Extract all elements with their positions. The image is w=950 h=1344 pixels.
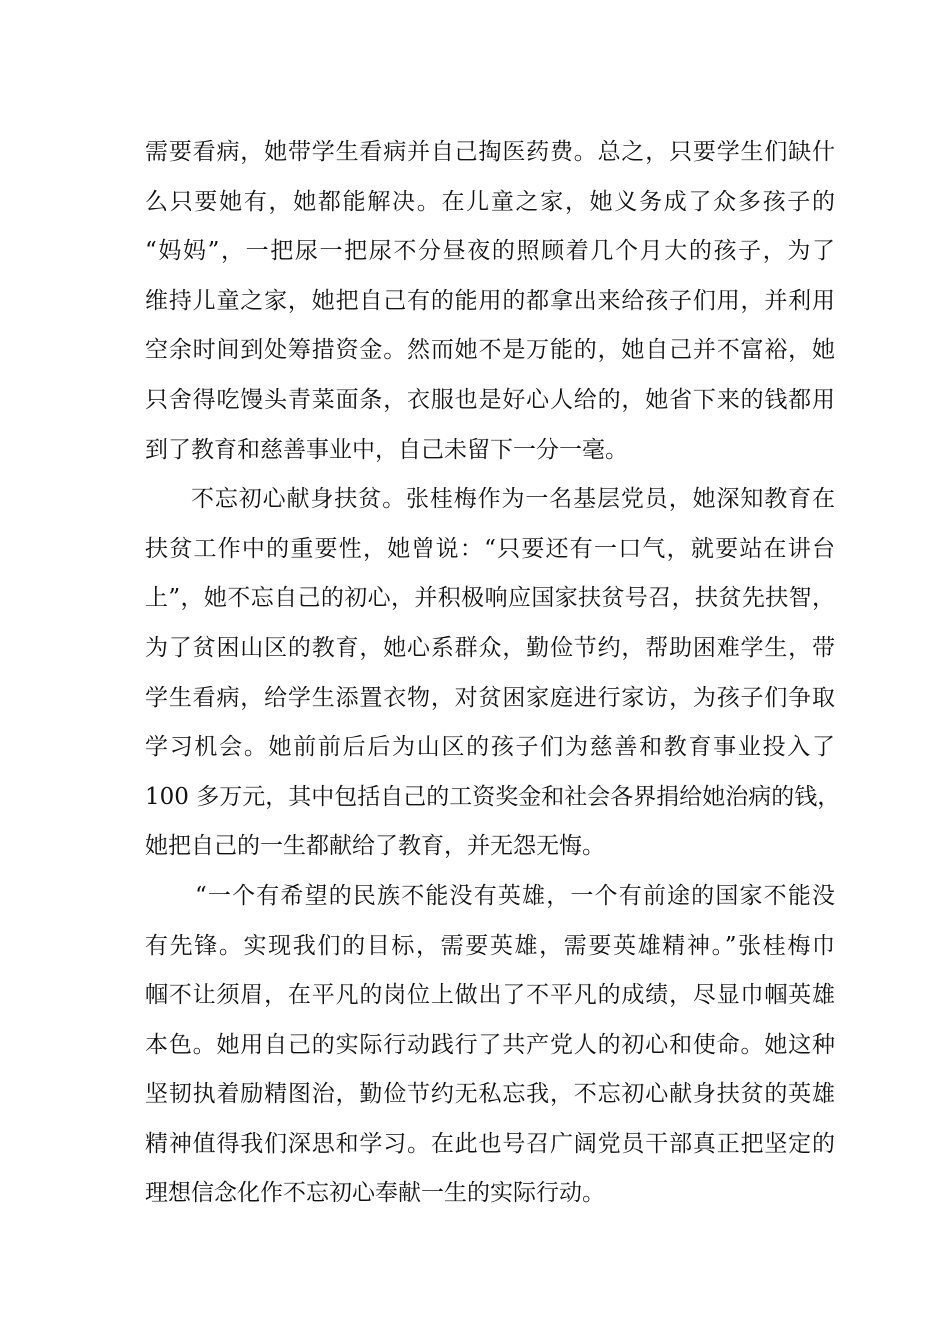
text-line: 学习机会。她前前后后为山区的孩子们为慈善和教育事业投入了 (145, 734, 835, 761)
text-line: 为了贫困山区的教育，她心系群众，勤俭节约，帮助困难学生，带 (145, 634, 835, 661)
text-line: 到了教育和慈善事业中，自己未留下一分一毫。 (145, 436, 628, 463)
paragraph-2 (145, 475, 841, 872)
text-line: “妈妈”，一把尿一把尿不分昼夜的照顾着几个月大的孩子，为了 (145, 238, 835, 265)
text-line: 么只要她有，她都能解决。在儿童之家，她义务成了众多孩子的 (145, 188, 835, 215)
text-line: 扶贫工作中的重要性，她曾说：“只要还有一口气，就要站在讲台 (145, 535, 835, 562)
text-line: 学生看病，给学生添置衣物，对贫困家庭进行家访，为孩子们争取 (145, 684, 835, 711)
text-line: “一个有希望的民族不能没有英雄，一个有前途的国家不能没 (195, 882, 835, 909)
text-line: 本色。她用自己的实际行动践行了共产党人的初心和使命。她这种 (145, 1031, 835, 1058)
text-line: 精神值得我们深思和学习。在此也号召广阔党员干部真正把坚定的 (145, 1130, 835, 1157)
text-line: 只舍得吃馒头青菜面条，衣服也是好心人给的，她省下来的钱都用 (145, 386, 835, 413)
text-line: 有先锋。实现我们的目标，需要英雄，需要英雄精神。”张桂梅巾 (145, 932, 835, 959)
text-line: 不忘初心献身扶贫。张桂梅作为一名基层党员，她深知教育在 (191, 486, 835, 513)
text-line: 需要看病，她带学生看病并自己掏医药费。总之，只要学生们缺什 (145, 139, 835, 165)
text-line: 坚韧执着励精图治，勤俭节约无私忘我，不忘初心献身扶贫的英雄 (145, 1081, 835, 1108)
text-line: 上”，她不忘自己的初心，并积极响应国家扶贫号召，扶贫先扶智， (145, 585, 835, 612)
text-line: 100 多万元，其中包括自己的工资奖金和社会各界捐给她治病的钱， (145, 783, 841, 810)
paragraph-3 (145, 872, 835, 1219)
text-line: 理想信念化作不忘初心奉献一生的实际行动。 (145, 1180, 605, 1207)
text-line: 帼不让须眉，在平凡的岗位上做出了不平凡的成绩，尽显巾帼英雄 (145, 982, 835, 1009)
text-line: 她把自己的一生都献给了教育，并无怨无悔。 (145, 833, 605, 860)
text-line: 空余时间到处筹措资金。然而她不是万能的，她自己并不富裕，她 (145, 337, 835, 364)
paragraph-1 (145, 128, 835, 475)
document-body (145, 128, 841, 1219)
text-line: 维持儿童之家，她把自己有的能用的都拿出来给孩子们用，并利用 (145, 287, 835, 314)
